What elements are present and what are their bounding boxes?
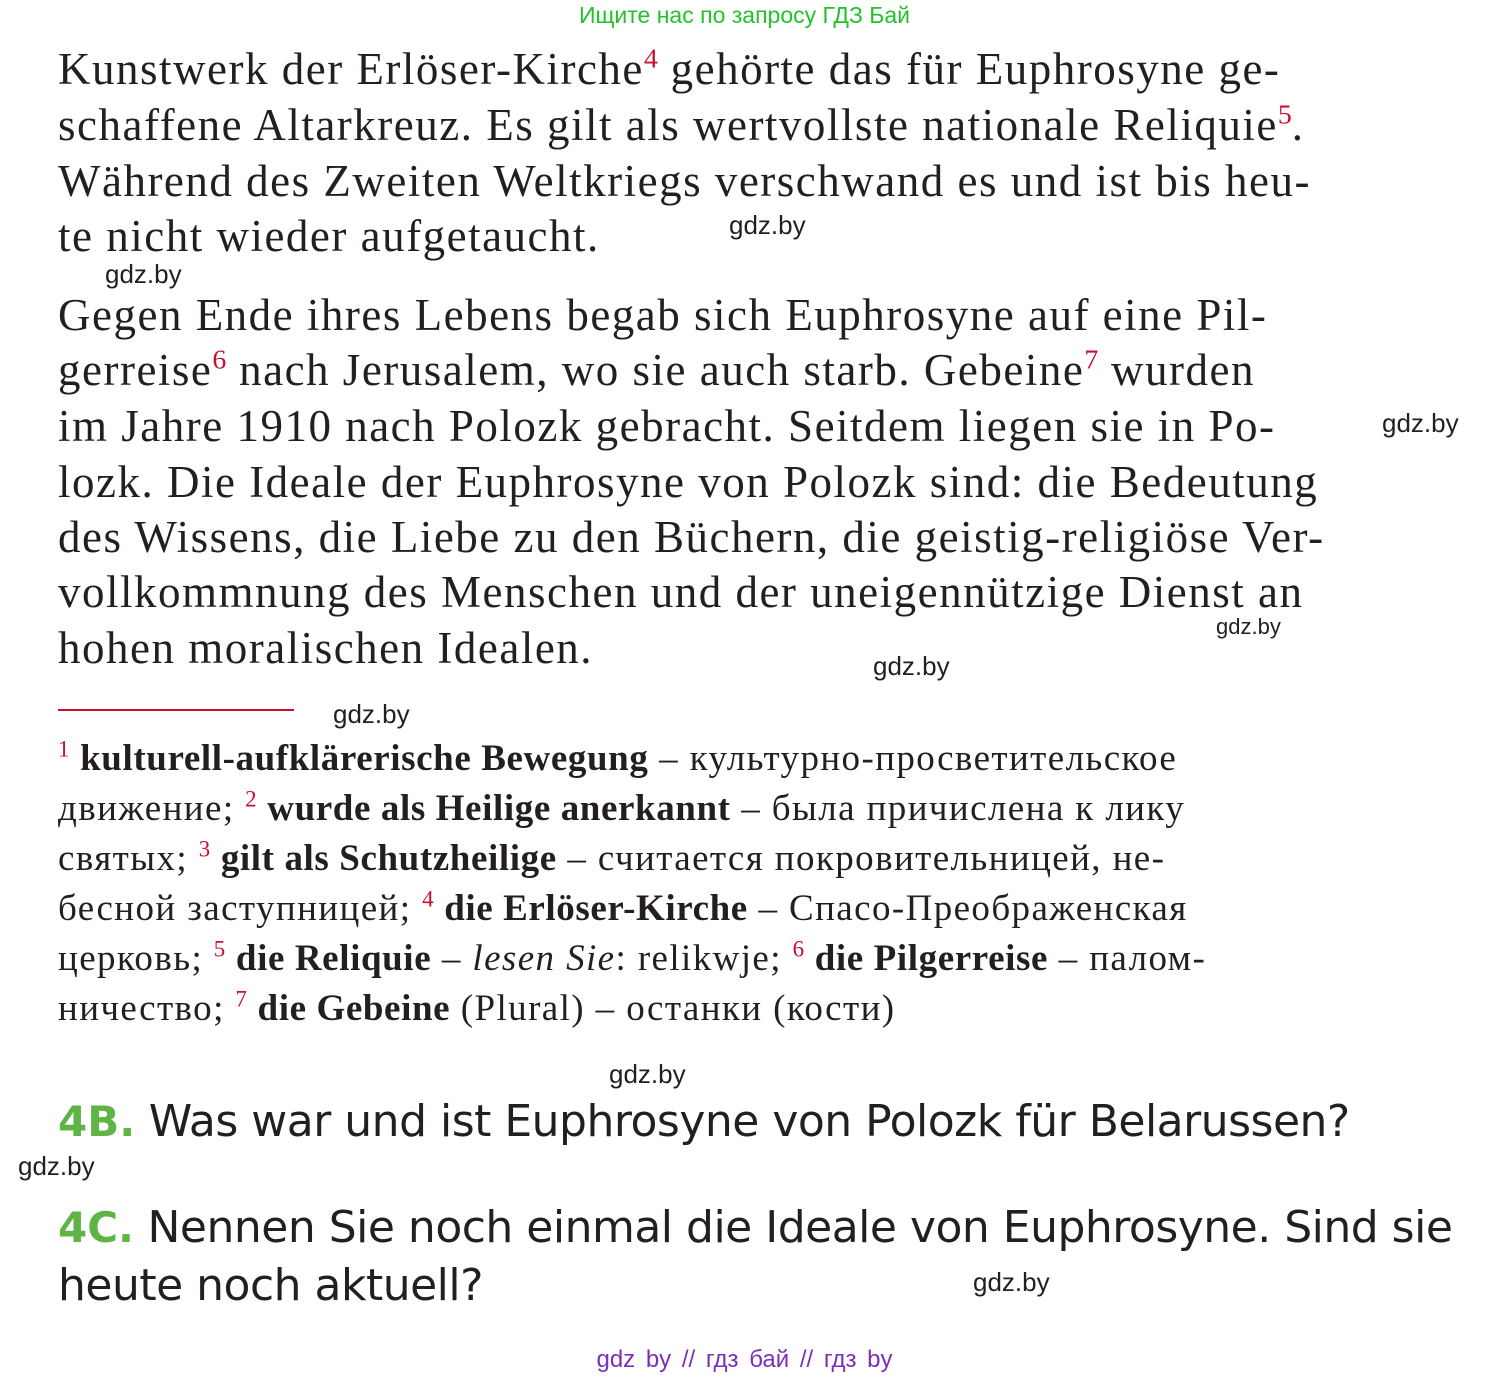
footer-links: gdz by // гдз бай // гдз by (596, 1346, 893, 1373)
watermark: gdz.by (873, 651, 950, 681)
footnote-translation: – (431, 938, 473, 979)
footnote-number: 4 (422, 886, 434, 912)
footnote-translation: – считается покровительницей, не- (556, 838, 1166, 879)
text-line: des Wissens, die Liebe zu den Büchern, die geistig-religiöse Ver- (58, 512, 1325, 562)
watermark: gdz.by (18, 1151, 95, 1181)
footnote-number: 7 (235, 986, 247, 1012)
footnote-number: 5 (213, 936, 226, 962)
watermark: gdz.by (1216, 614, 1281, 639)
footnote-translation: ничество; (58, 988, 236, 1029)
watermark: gdz.by (1382, 408, 1459, 438)
footnote-term: die Erlöser-Kirche (444, 888, 748, 929)
footnote-line (58, 988, 896, 1030)
footnote-term: kulturell-aufklärerische Bewegung (80, 738, 649, 779)
watermark: gdz.by (973, 1267, 1050, 1297)
text-span: nach Jerusalem, wo sie auch starb. Gebeine (226, 345, 1085, 395)
footnote-number: 2 (245, 786, 257, 812)
footnote-translation: святых; (58, 838, 199, 879)
footnote-translation: бесной заступницей; (58, 888, 423, 929)
footnote-number: 6 (792, 936, 805, 962)
footnote-translation: – Спасо-Преображенская (747, 888, 1188, 929)
task-number: 4C. (58, 1203, 135, 1252)
task-text: Was war und ist Euphrosyne von Polozk für Belarussen? (148, 1096, 1350, 1147)
task-4c (58, 1200, 1452, 1256)
watermark: gdz.by (609, 1059, 686, 1089)
footnote-translation: церковь; (58, 938, 214, 979)
footnote-italic: lesen Sie (472, 938, 616, 979)
footnote-translation: – была причислена к лику (730, 788, 1186, 829)
text-span: gehörte das für Euphrosyne ge- (657, 44, 1281, 94)
text-line: Während des Zweiten Weltkriegs verschwand es und ist bis heu- (58, 156, 1311, 206)
footnote-term: gilt als Schutzheilige (220, 838, 557, 879)
text-line: te nicht wieder aufgetaucht. (58, 211, 600, 261)
footnote-number: 3 (198, 836, 211, 862)
footnote-line (58, 788, 1185, 830)
text-line (58, 44, 1280, 94)
text-line: hohen moralischen Idealen. (58, 623, 594, 673)
footnote-line (58, 938, 1206, 980)
footnote-ref: 5 (1277, 99, 1292, 131)
footnote-translation: – культурно-просветительское (648, 738, 1178, 779)
task-text: Nennen Sie noch einmal die Ideale von Euphrosyne. Sind sie (147, 1202, 1453, 1253)
text-span: wurden (1098, 345, 1255, 395)
text-line: vollkommnung des Menschen und der uneigennützige Dienst an (58, 567, 1304, 617)
footnote-term: die Reliquie (235, 938, 432, 979)
text-line (58, 100, 1305, 150)
footnote-ref: 4 (643, 43, 658, 75)
text-line: lozk. Die Ideale der Euphrosyne von Polozk sind: die Bedeutung (58, 457, 1319, 507)
footnote-line (58, 838, 1165, 880)
watermark: gdz.by (105, 259, 182, 289)
footnote-term: die Pilgerreise (814, 938, 1049, 979)
text-span: gerreise (58, 345, 213, 395)
footnote-divider (58, 709, 294, 711)
task-number: 4B. (58, 1097, 136, 1146)
footnote-translation: : relikwje; (615, 938, 793, 979)
footnote-term: wurde als Heilige anerkannt (267, 788, 731, 829)
text-span: schaffene Altarkreuz. Es gilt als wertvollste nationale Reliquie (58, 100, 1278, 150)
text-span: Kunstwerk der Erlöser-Kirche (58, 44, 644, 94)
footnote-translation: – палом- (1048, 938, 1207, 979)
task-4c-continuation: heute noch aktuell? (58, 1260, 483, 1311)
watermark: gdz.by (333, 699, 410, 729)
footnote-number: 1 (58, 736, 70, 762)
footnote-line (58, 888, 1188, 930)
text-line: im Jahre 1910 nach Polozk gebracht. Seitdem liegen sie in Po- (58, 401, 1276, 451)
footnote-translation: движение; (58, 788, 246, 829)
task-4b (58, 1094, 1350, 1150)
watermark: gdz.by (729, 210, 806, 240)
footnote-line (58, 738, 1177, 780)
text-span: . (1291, 100, 1305, 150)
text-line (58, 345, 1255, 395)
footnote-ref: 7 (1084, 344, 1099, 376)
footnote-translation: (Plural) – останки (кости) (450, 988, 896, 1029)
text-line: Gegen Ende ihres Lebens begab sich Euphrosyne auf eine Pil- (58, 290, 1268, 340)
footnote-term: die Gebeine (257, 988, 451, 1029)
footnote-ref: 6 (212, 344, 227, 376)
search-banner: Ищите нас по запросу ГДЗ Бай (578, 2, 911, 28)
